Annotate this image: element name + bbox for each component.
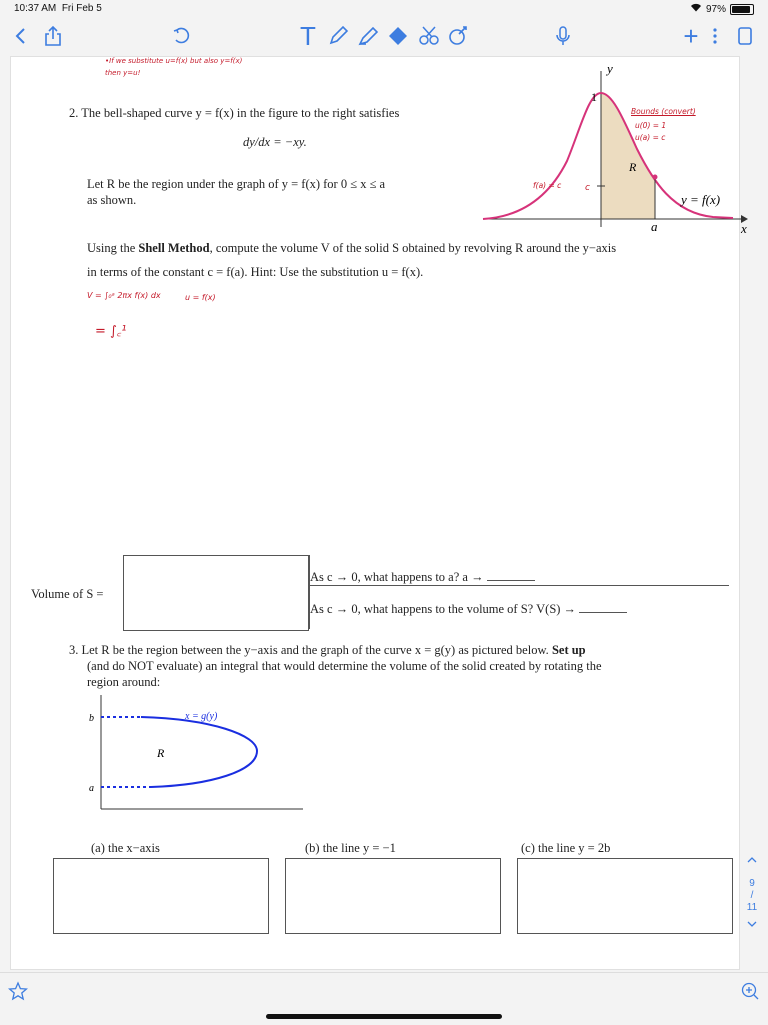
status-bar bbox=[0, 0, 768, 18]
region-R-label: R bbox=[157, 746, 165, 760]
problem2-hint: in terms of the constant c = f(a). Hint: Use the substitution u = f(x). bbox=[87, 265, 424, 279]
handwritten-integral-2: = ∫꜀¹ bbox=[95, 324, 127, 339]
handwritten-u-sub: u = f(x) bbox=[185, 293, 216, 302]
more-icon[interactable] bbox=[708, 22, 722, 50]
page-pager bbox=[742, 856, 762, 932]
a-limit-blank[interactable] bbox=[487, 570, 535, 581]
page-current: 9 bbox=[749, 878, 755, 889]
battery-percent: 97% bbox=[705, 3, 726, 15]
curve-label: x = g(y) bbox=[185, 711, 218, 722]
pen-icon[interactable] bbox=[326, 22, 350, 50]
share-icon[interactable] bbox=[42, 22, 64, 50]
lasso-icon[interactable] bbox=[416, 22, 442, 50]
shapes-icon[interactable] bbox=[446, 22, 470, 50]
problem2-region: Let R be the region under the graph of y = f(x) for 0 ≤ x ≤ a bbox=[87, 177, 386, 191]
page-up-icon[interactable] bbox=[742, 856, 762, 868]
problem2-instruction: Using the Shell Method, compute the volume V of the solid S obtained by revolving R around the y−axis bbox=[87, 241, 617, 255]
curve-label: y = f(x) bbox=[681, 192, 721, 207]
parabola-figure bbox=[81, 691, 311, 817]
part-a-answer-box[interactable] bbox=[53, 858, 269, 934]
zoom-icon[interactable] bbox=[740, 981, 760, 1006]
a-label: a bbox=[89, 783, 94, 794]
volume-answer-box[interactable] bbox=[123, 555, 309, 631]
part-b-label: (b) the line y = −1 bbox=[305, 841, 396, 855]
handwritten-note: •If we substitute u=f(x) but also y=f(x) bbox=[105, 57, 243, 65]
handwritten-fa: f(a) = c bbox=[533, 181, 562, 190]
home-indicator[interactable] bbox=[266, 1014, 502, 1019]
one-label: 1 bbox=[591, 90, 597, 104]
highlighter-icon[interactable] bbox=[356, 22, 380, 50]
problem2-region-cont: as shown. bbox=[87, 193, 137, 207]
problem3-text: 3. Let R be the region between the y−axis and the graph of the curve x = g(y) as pictured below. Set up bbox=[69, 643, 586, 657]
text-tool-icon[interactable]: T bbox=[300, 20, 316, 51]
c-label: c bbox=[585, 183, 590, 193]
undo-icon[interactable] bbox=[170, 22, 194, 50]
page-slash: / bbox=[750, 890, 754, 901]
wifi-icon bbox=[690, 3, 702, 15]
handwritten-bound-1: u(0) = 1 bbox=[635, 121, 667, 130]
volume-label: Volume of S = bbox=[31, 587, 104, 601]
document-page[interactable] bbox=[10, 56, 747, 970]
volume-limit-blank[interactable] bbox=[579, 602, 627, 613]
region-R-label: R bbox=[629, 160, 637, 174]
problem3-text-3: region around: bbox=[87, 675, 161, 689]
microphone-icon[interactable] bbox=[552, 22, 574, 50]
b-label: b bbox=[89, 713, 94, 724]
eraser-icon[interactable] bbox=[386, 22, 410, 50]
question-volume-limit: As c → 0, what happens to the volume of S? V(S) → bbox=[310, 601, 627, 617]
part-c-label: (c) the line y = 2b bbox=[521, 841, 611, 855]
handwritten-bound-2: u(a) = c bbox=[635, 133, 666, 142]
question-a-limit: As c → 0, what happens to a? a → bbox=[310, 569, 535, 585]
handwritten-integral: V = ∫₀ᵃ 2πx f(x) dx bbox=[87, 291, 161, 300]
x-axis-label: x bbox=[741, 221, 747, 235]
divider bbox=[309, 585, 729, 586]
divider bbox=[309, 555, 310, 629]
back-icon[interactable] bbox=[10, 22, 30, 50]
status-right bbox=[690, 3, 754, 15]
problem3-text-2: (and do NOT evaluate) an integral that would determine the volume of the solid created by rotating the bbox=[87, 659, 602, 673]
battery-icon bbox=[730, 4, 754, 15]
pages-icon[interactable] bbox=[734, 22, 756, 50]
page-total: 11 bbox=[746, 902, 758, 913]
problem2-equation: dy/dx = −xy. bbox=[243, 135, 307, 149]
part-a-label: (a) the x−axis bbox=[91, 841, 160, 855]
y-axis-label: y bbox=[607, 63, 613, 76]
toolbar bbox=[0, 18, 768, 54]
part-c-answer-box[interactable] bbox=[517, 858, 733, 934]
problem2-intro: 2. The bell-shaped curve y = f(x) in the figure to the right satisfies bbox=[69, 106, 400, 120]
point-a-fa bbox=[653, 175, 658, 180]
status-time: 10:37 AM Fri Feb 5 bbox=[14, 3, 102, 14]
bell-curve-figure bbox=[477, 63, 753, 235]
add-icon[interactable]: + bbox=[683, 20, 699, 51]
handwritten-note: then y=u! bbox=[105, 69, 141, 77]
star-icon[interactable] bbox=[8, 981, 28, 1006]
page-down-icon[interactable] bbox=[742, 920, 762, 932]
a-label: a bbox=[651, 219, 658, 234]
handwritten-bounds-title: Bounds (convert) bbox=[631, 107, 696, 116]
part-b-answer-box[interactable] bbox=[285, 858, 501, 934]
